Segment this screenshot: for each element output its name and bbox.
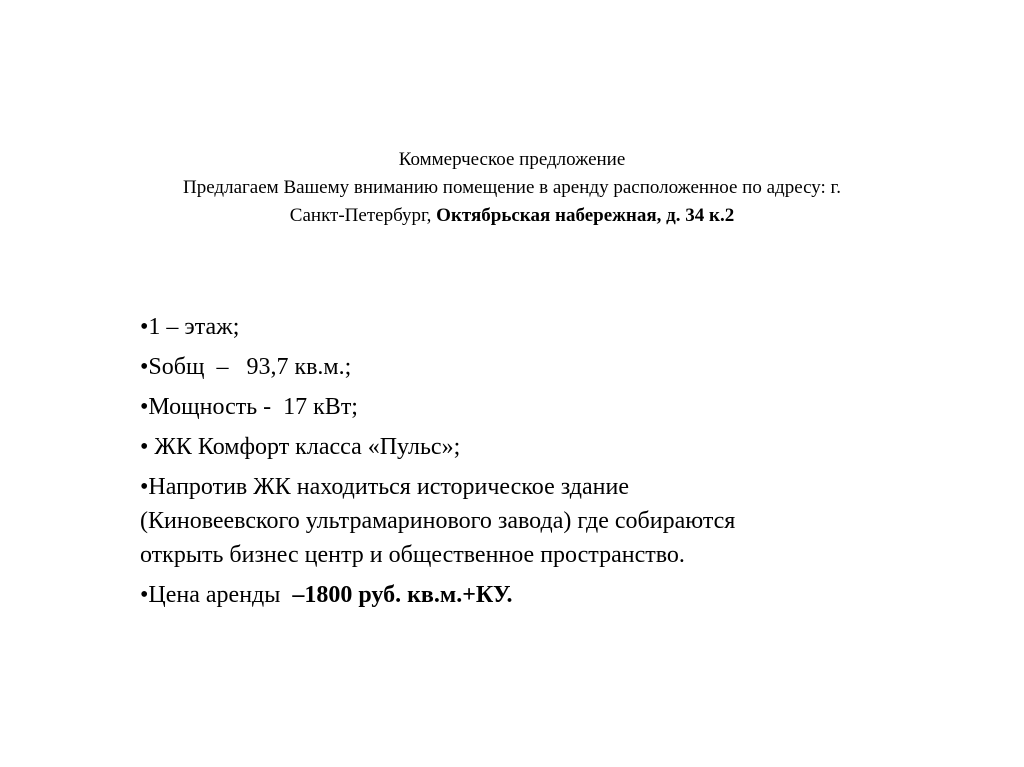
bullet-price xyxy=(140,578,900,612)
bullet-historic-line-2: (Киновеевского ультрамаринового завода) где собираются xyxy=(140,508,736,534)
title-line-offer: Коммерческое предложение xyxy=(398,149,626,170)
bullet-floor-text: •1 – этаж; xyxy=(140,314,240,340)
bullet-complex-text: • ЖК Комфорт класса «Пульс»; xyxy=(140,434,461,460)
address-street: Октябрьская набережная, д. 34 к.2 xyxy=(436,205,735,226)
title-line-intro: Предлагаем Вашему вниманию помещение в аренду расположенное по адресу: г. xyxy=(183,177,841,198)
slide-title xyxy=(100,146,924,230)
bullet-area xyxy=(140,350,900,384)
bullet-price-label: •Цена аренды xyxy=(140,582,293,608)
bullet-price-value: –1800 руб. кв.м.+КУ. xyxy=(292,582,513,608)
bullet-historic-line-3: открыть бизнес центр и общественное пространство. xyxy=(140,542,685,568)
bullet-floor xyxy=(140,310,900,344)
bullet-power xyxy=(140,390,900,424)
bullet-residential-complex xyxy=(140,430,900,464)
bullet-historic-line-1: •Напротив ЖК находиться историческое здание xyxy=(140,474,629,500)
address-city: Санкт-Петербург, xyxy=(289,205,437,226)
bullet-power-text: •Мощность - 17 кВт; xyxy=(140,394,358,420)
bullet-area-text: •Sобщ – 93,7 кв.м.; xyxy=(140,354,352,380)
property-details-list xyxy=(140,310,900,618)
bullet-historic-building xyxy=(140,470,900,572)
title-line-address xyxy=(100,202,924,230)
